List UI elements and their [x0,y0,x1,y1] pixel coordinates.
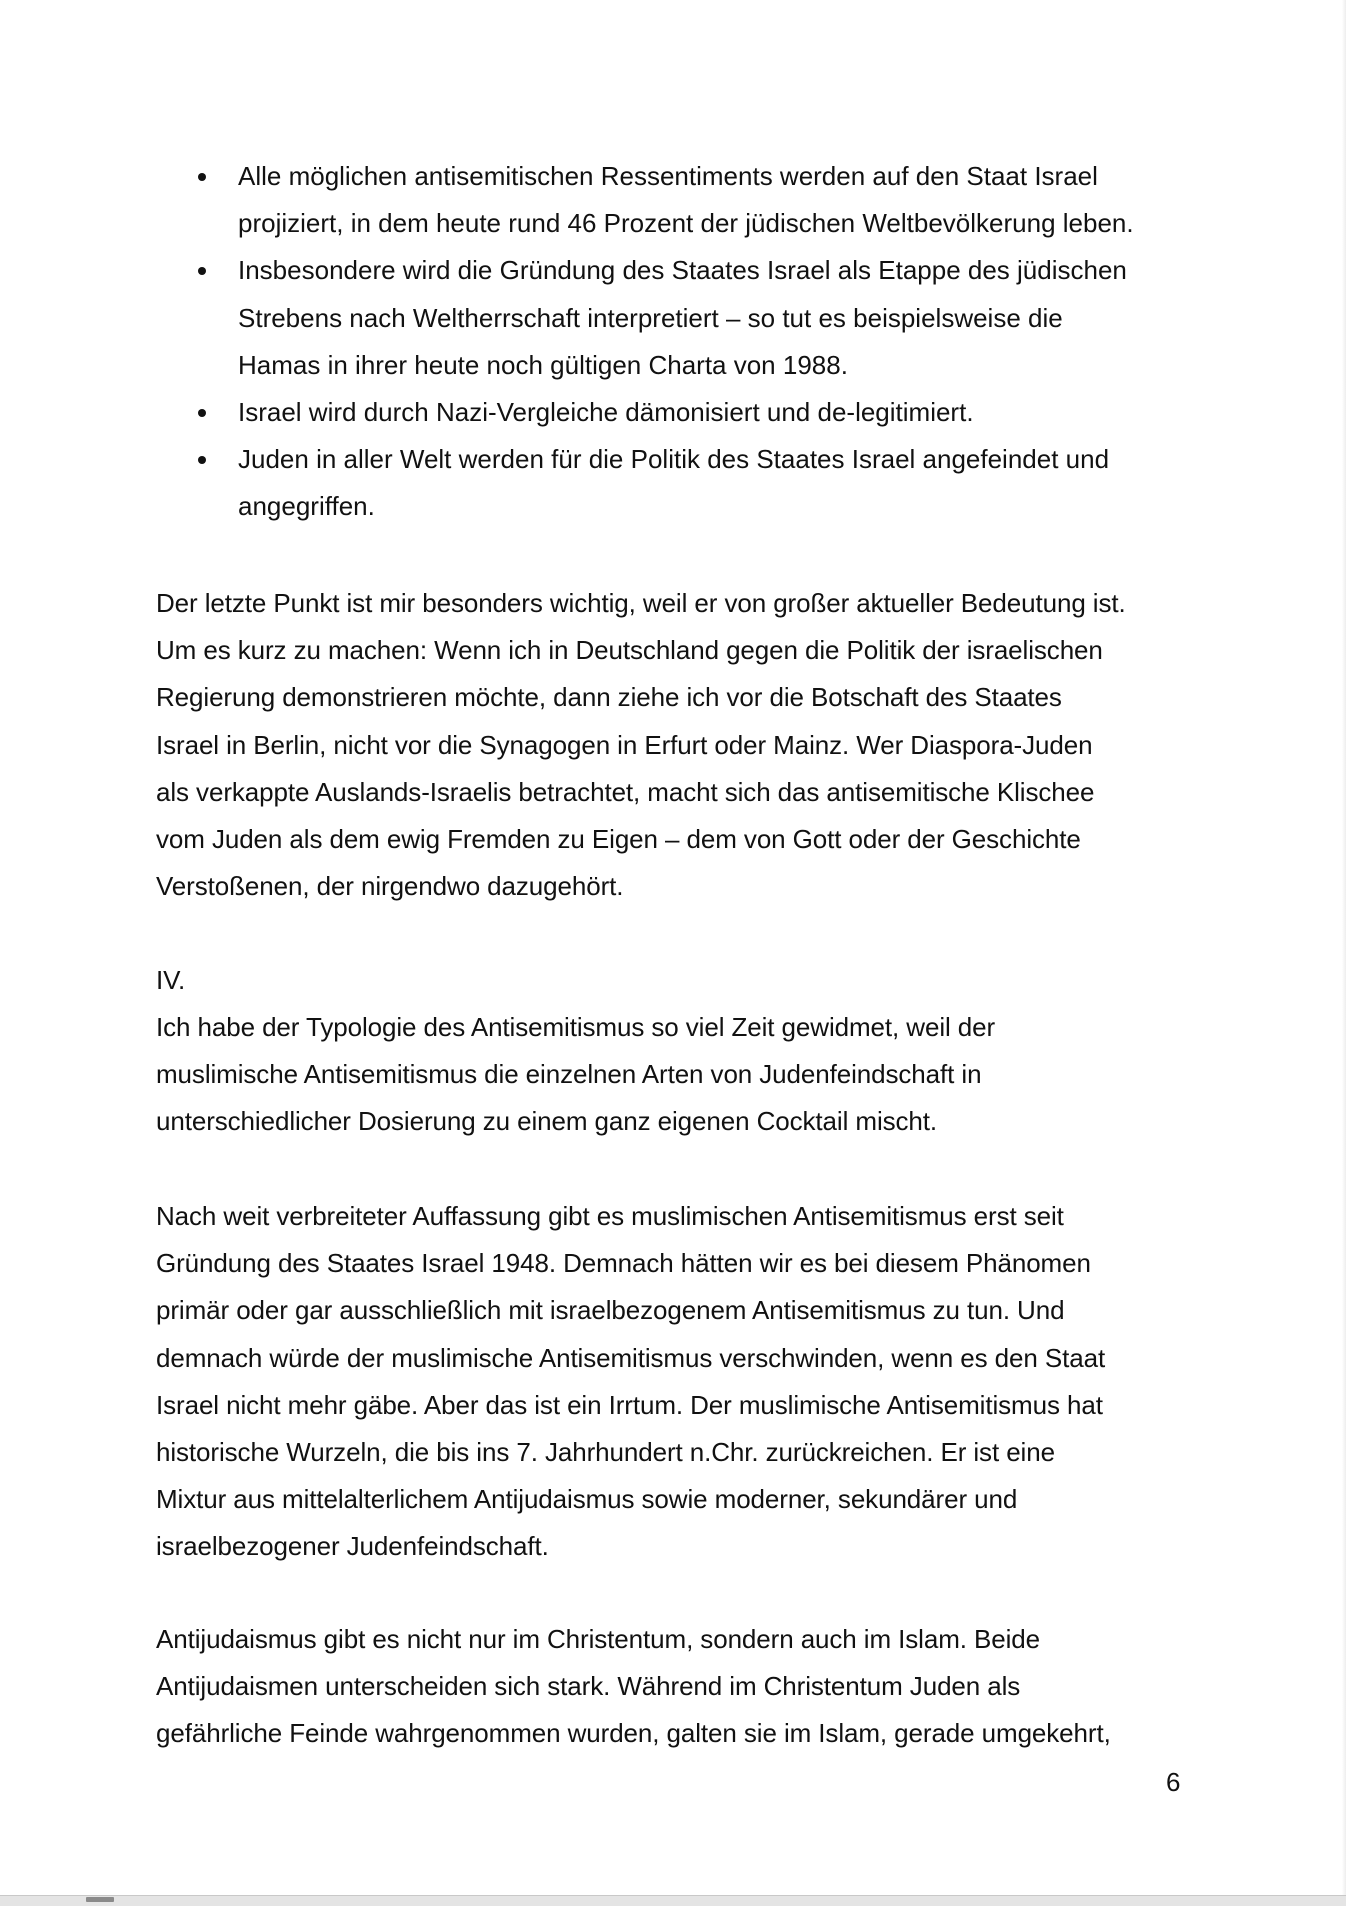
page-number: 6 [1166,1767,1181,1797]
paragraph-line: als verkappte Auslands-Israelis betrachtet, macht sich das antisemitische Klischee [156,776,1095,807]
paragraph-line: gefährliche Feinde wahrgenommen wurden, galten sie im Islam, gerade umgekehrt, [156,1718,1111,1749]
paragraph-line: Nach weit verbreiteter Auffassung gibt es muslimischen Antisemitismus erst seit [156,1201,1064,1231]
bullet-line: angegriffen. [238,491,375,522]
paragraph-line: vom Juden als dem ewig Fremden zu Eigen – dem von Gott oder der Geschichte [156,824,1081,855]
page-edge-shadow [1342,0,1346,1895]
paragraph-auffassung [156,1193,1206,1571]
paragraph-antijudaismus [156,1616,1206,1758]
bullet-line: Hamas in ihrer heute noch gültigen Charta von 1988. [238,349,848,380]
paragraph-typologie [156,1004,1206,1146]
bullet-dot-icon [198,456,206,464]
section-heading [156,957,1206,1004]
paragraph-line: Antijudaismen unterscheiden sich stark. Während im Christentum Juden als [156,1671,1021,1702]
bullet-line: Insbesondere wird die Gründung des Staates Israel als Etappe des jüdischen [238,255,1127,286]
paragraph-line: demnach würde der muslimische Antisemitismus verschwinden, wenn es den Staat [156,1342,1106,1373]
paragraph-line: Um es kurz zu machen: Wenn ich in Deutschland gegen die Politik der israelischen [156,635,1103,666]
bullet-item [156,436,1206,530]
paragraph-line: Israel in Berlin, nicht vor die Synagogen in Erfurt oder Mainz. Wer Diaspora-Juden [156,729,1093,760]
paragraph-line: Ich habe der Typologie des Antisemitismus so viel Zeit gewidmet, weil der [156,1012,996,1042]
bullet-item [156,389,1206,436]
bullet-line: projiziert, in dem heute rund 46 Prozent der jüdischen Weltbevölkerung leben. [238,208,1134,239]
paragraph-line: Antijudaismus gibt es nicht nur im Christentum, sondern auch im Islam. Beide [156,1624,1041,1654]
paragraph-punkt [156,580,1206,910]
bullet-list [156,153,1206,531]
bottom-status-bar [0,1895,1346,1906]
paragraph-line: Verstoßenen, der nirgendwo dazugehört. [156,871,624,902]
bullet-dot-icon [198,173,206,181]
paragraph-line: Israel nicht mehr gäbe. Aber das ist ein Irrtum. Der muslimische Antisemitismus hat [156,1389,1103,1420]
bullet-line: Strebens nach Weltherrschaft interpretiert – so tut es beispielsweise die [238,302,1063,333]
paragraph-line: historische Wurzeln, die bis ins 7. Jahrhundert n.Chr. zurückreichen. Er ist eine [156,1437,1055,1468]
paragraph-line: Gründung des Staates Israel 1948. Demnach hätten wir es bei diesem Phänomen [156,1248,1091,1279]
bullet-line: Israel wird durch Nazi-Vergleiche dämonisiert und de-legitimiert. [238,397,974,428]
bullet-dot-icon [198,267,206,275]
bullet-line: Juden in aller Welt werden für die Politik des Staates Israel angefeindet und [238,444,1110,475]
section-heading-text: IV. [156,965,186,995]
bullet-item [156,247,1206,389]
document-icon [86,1897,114,1902]
paragraph-line: muslimische Antisemitismus die einzelnen Arten von Judenfeindschaft in [156,1059,982,1090]
paragraph-line: Regierung demonstrieren möchte, dann ziehe ich vor die Botschaft des Staates [156,682,1062,713]
bullet-line: Alle möglichen antisemitischen Ressentiments werden auf den Staat Israel [238,161,1098,191]
paragraph-line: Der letzte Punkt ist mir besonders wichtig, weil er von großer aktueller Bedeutung ist. [156,588,1126,618]
paragraph-line: primär oder gar ausschließlich mit israelbezogenem Antisemitismus zu tun. Und [156,1295,1065,1326]
paragraph-line: unterschiedlicher Dosierung zu einem ganz eigenen Cocktail mischt. [156,1106,938,1137]
paragraph-line: Mixtur aus mittelalterlichem Antijudaismus sowie moderner, sekundärer und [156,1484,1018,1515]
paragraph-line: israelbezogener Judenfeindschaft. [156,1531,549,1562]
bullet-item [156,153,1206,247]
bullet-dot-icon [198,409,206,417]
